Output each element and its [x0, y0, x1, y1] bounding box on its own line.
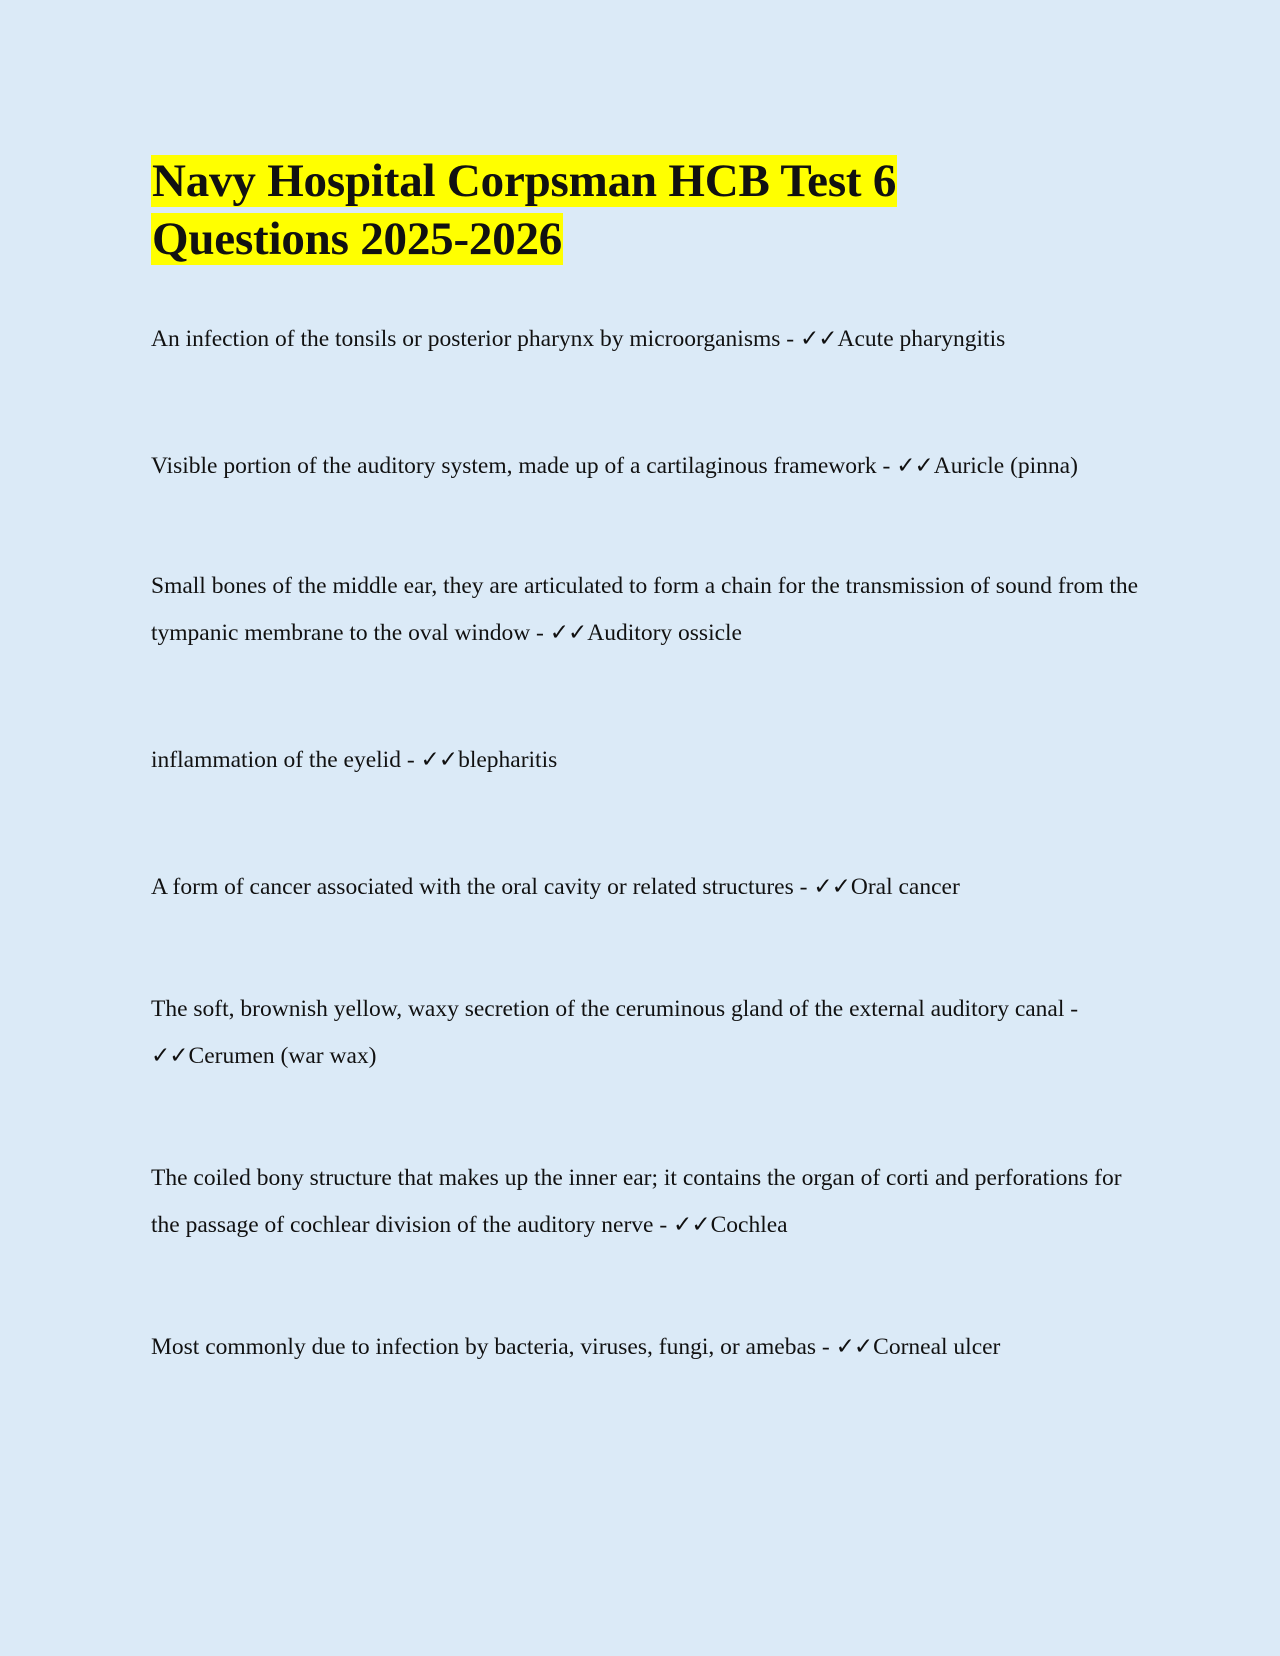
- question-text: Most commonly due to infection by bacteria, viruses, fungi, or amebas -: [151, 1334, 836, 1360]
- double-check-icon: ✓✓: [549, 620, 587, 646]
- qa-item: [151, 864, 1140, 911]
- qa-item: [151, 986, 1140, 1080]
- question-list: [151, 316, 1140, 1371]
- question-text: The soft, brownish yellow, waxy secretion of the ceruminous gland of the external auditory canal -: [151, 996, 1079, 1022]
- answer-text: Auditory ossicle: [587, 620, 742, 646]
- question-text: Small bones of the middle ear, they are articulated to form a chain for the transmission of sound from the tympanic membrane to the oval window -: [151, 573, 1139, 646]
- double-check-icon: ✓✓: [151, 1043, 188, 1069]
- double-check-icon: ✓✓: [835, 1334, 873, 1360]
- qa-item: [151, 443, 1140, 490]
- document-title: [151, 152, 1140, 268]
- answer-text: Cerumen (war wax): [188, 1043, 377, 1069]
- answer-text: Corneal ulcer: [873, 1334, 1001, 1360]
- question-text: An infection of the tonsils or posterior pharynx by microorganisms -: [151, 326, 800, 352]
- double-check-icon: ✓✓: [896, 453, 933, 479]
- question-text: inflammation of the eyelid -: [151, 747, 421, 773]
- double-check-icon: ✓✓: [813, 874, 850, 900]
- double-check-icon: ✓✓: [673, 1212, 710, 1238]
- title-line-2: Questions 2025-2026: [152, 213, 563, 265]
- answer-text: Cochlea: [710, 1212, 788, 1238]
- question-text: The coiled bony structure that makes up the inner ear; it contains the organ of corti and perforations for the passage of cochlear division of the auditory nerve -: [151, 1165, 1122, 1238]
- question-text: Visible portion of the auditory system, made up of a cartilaginous framework -: [151, 453, 897, 479]
- qa-item: [151, 737, 1140, 784]
- answer-text: Oral cancer: [850, 874, 960, 900]
- answer-text: Auricle (pinna): [933, 453, 1078, 479]
- answer-text: Acute pharyngitis: [837, 326, 1006, 352]
- double-check-icon: ✓✓: [799, 326, 837, 352]
- qa-item: [151, 1155, 1140, 1249]
- qa-item: [151, 316, 1140, 363]
- question-text: A form of cancer associated with the oral cavity or related structures -: [151, 874, 814, 900]
- qa-item: [151, 563, 1140, 657]
- double-check-icon: ✓✓: [420, 747, 458, 773]
- answer-text: blepharitis: [458, 747, 558, 773]
- title-highlight: [151, 155, 897, 265]
- qa-item: [151, 1324, 1140, 1371]
- title-line-1: Navy Hospital Corpsman HCB Test 6: [152, 155, 897, 207]
